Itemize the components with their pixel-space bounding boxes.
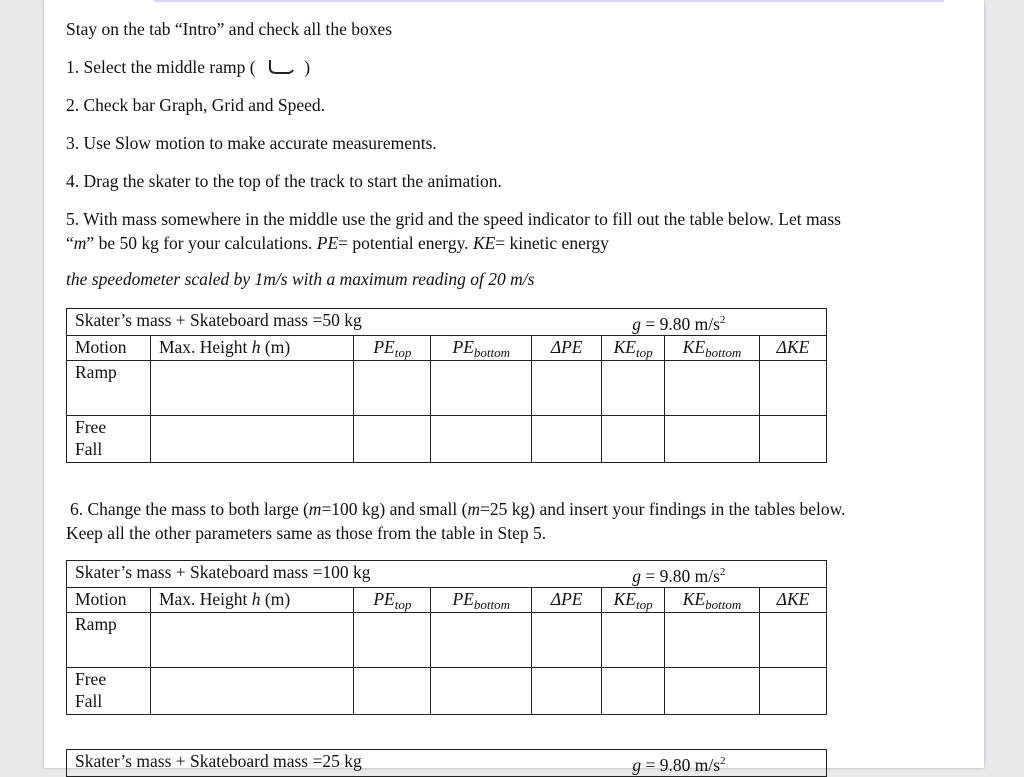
col-height: Max. Height h (m) [150, 587, 353, 612]
col-ke-bottom: $KE_{bottom}$ [665, 335, 760, 360]
col-ke-top: $KE_{top}$ [602, 587, 665, 612]
top-divider [154, 0, 944, 2]
energy-table-100kg [66, 560, 827, 715]
row-free-fall: Free Fall [67, 667, 827, 714]
gravity-label: g = 9.80 $m/s^2$ [532, 561, 827, 588]
col-delta-pe: ΔPE [532, 335, 602, 360]
col-ke-top: $KE_{top}$ [602, 335, 665, 360]
mass-label: Skater’s mass + Skateboard mass =50 kg [67, 309, 532, 336]
col-ke-bottom: $KE_{bottom}$ [665, 587, 760, 612]
row-ramp: Ramp [67, 612, 827, 667]
step-1: 1. Select the middle ramp ( ) [66, 57, 311, 77]
gravity-label: g = 9.80 $m/s^2$ [532, 750, 827, 777]
step-5: 5. With mass somewhere in the middle use the grid and the speed indicator to fill out the table below. Let mass “m” be 50 kg for your calculations. PE= potential energy. KE= kinetic energy [66, 209, 841, 253]
col-pe-top: $PE_{top}$ [354, 335, 431, 360]
energy-table-50kg [66, 308, 827, 463]
energy-table-25kg [66, 749, 827, 777]
intro-text: Stay on the tab “Intro” and check all the boxes [66, 19, 393, 39]
step-3: 3. Use Slow motion to make accurate measurements. [66, 133, 437, 153]
col-delta-pe: ΔPE [532, 587, 602, 612]
step-6: 6. Change the mass to both large (m=100 kg) and small (m=25 kg) and insert your findings in the tables below. Keep all the other parameters same as those from the table in Step 5. [66, 499, 846, 543]
step-2: 2. Check bar Graph, Grid and Speed. [66, 95, 326, 115]
col-delta-ke: ΔKE [760, 335, 827, 360]
middle-ramp-icon [260, 59, 300, 75]
row-ramp: Ramp [67, 360, 827, 415]
worksheet-page [44, 0, 984, 775]
step-4: 4. Drag the skater to the top of the track to start the animation. [66, 171, 502, 191]
col-pe-bottom: $PE_{bottom}$ [431, 335, 532, 360]
speedometer-note: the speedometer scaled by 1m/s with a maximum reading of 20 m/s [66, 269, 535, 289]
row-free-fall: Free Fall [67, 415, 827, 462]
col-delta-ke: ΔKE [760, 587, 827, 612]
mass-label: Skater’s mass + Skateboard mass =100 kg [67, 561, 532, 588]
mass-label: Skater’s mass + Skateboard mass =25 kg [67, 750, 532, 777]
gravity-label: g = 9.80 $m/s^2$ [532, 309, 827, 336]
col-motion: Motion [67, 587, 151, 612]
col-height: Max. Height h (m) [150, 335, 353, 360]
col-motion: Motion [67, 335, 151, 360]
col-pe-top: $PE_{top}$ [354, 587, 431, 612]
col-pe-bottom: $PE_{bottom}$ [431, 587, 532, 612]
